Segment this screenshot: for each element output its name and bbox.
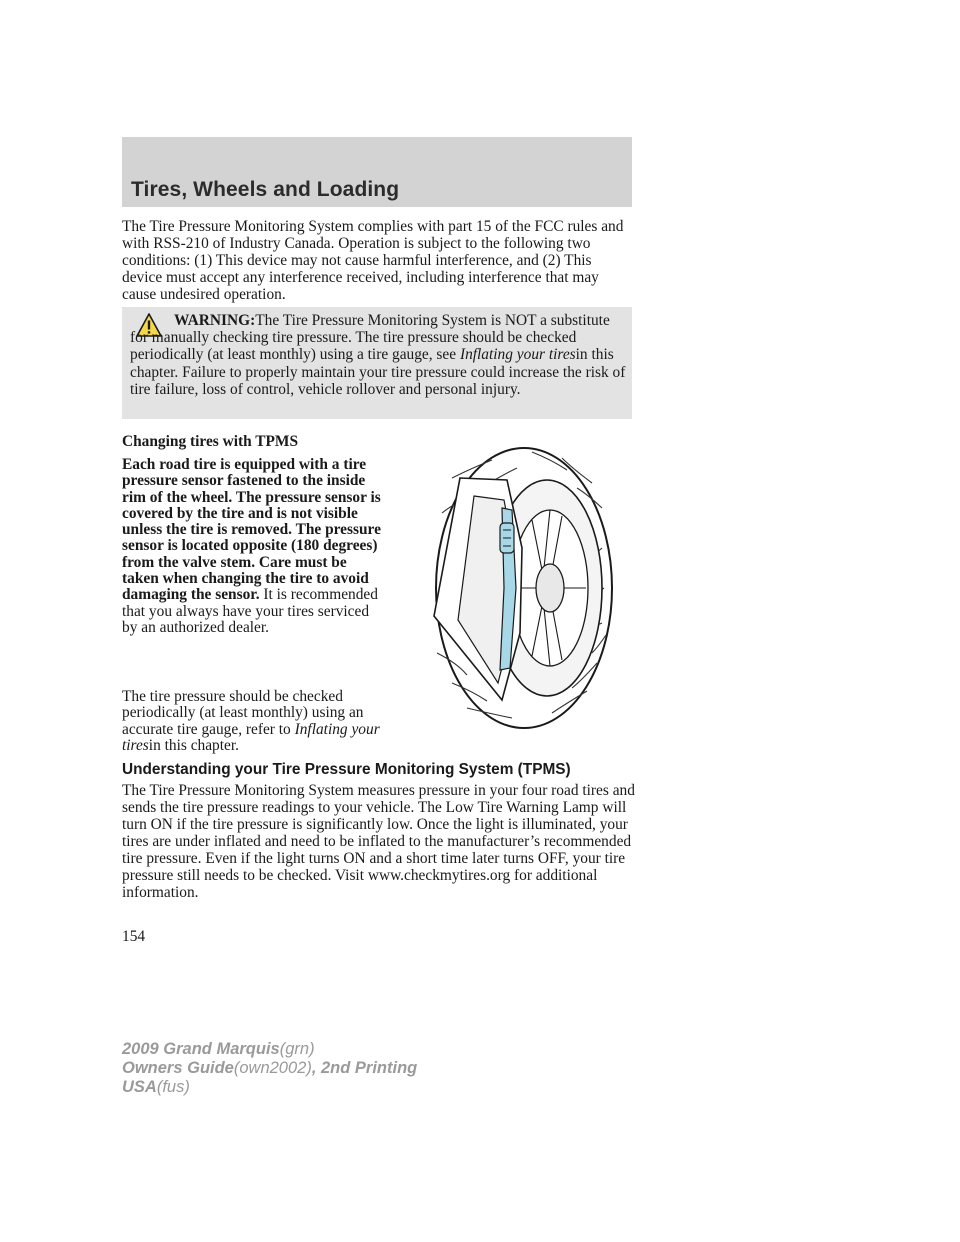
understanding-tpms-paragraph: The Tire Pressure Monitoring System measures pressure in your four road tires and sends the tire pressure readings to your vehicle. The Low Tire Warning Lamp will turn ON if the tire pressure is significantly low. Once the light is illuminated, your tires are under inflated and need to be inflated to the manufacturer’s recommended tire pressure. Even if the light turns ON and a short time later turns OFF, your tire pressure still needs to be checked. Visit www.checkmytires.org for additional information.: [122, 782, 635, 901]
sensor-paragraph: [122, 457, 384, 636]
fcc-compliance-paragraph: The Tire Pressure Monitoring System complies with part 15 of the FCC rules and with RSS-210 of Industry Canada. Operation is subject to the following two conditions: (1) This device may not cause harmful interference, and (2) This device must accept any interference received, including interference that may cause undesired operation.: [122, 218, 624, 303]
tire-sensor-illustration: [412, 438, 627, 738]
changing-tires-heading: Changing tires with TPMS: [122, 433, 299, 450]
footer-region: USA: [122, 1078, 157, 1096]
footer-guide: Owners Guide: [122, 1059, 234, 1077]
warning-text: [130, 312, 626, 398]
footer-model-code: (grn): [279, 1040, 315, 1058]
footer-line-1: [122, 1040, 417, 1059]
check-link-inflating[interactable]: Inflating your tires: [122, 720, 380, 754]
footer-region-code: (fus): [156, 1078, 190, 1096]
warning-box: [122, 307, 632, 419]
footer-line-3: [122, 1078, 417, 1097]
check-pressure-paragraph: [122, 689, 384, 754]
check-tail: in this chapter.: [148, 736, 239, 754]
section-title: Tires, Wheels and Loading: [131, 178, 400, 201]
sensor-normal-text: It is recommended that you always have your tires serviced by an authorized dealer.: [122, 586, 378, 636]
warning-label: WARNING:: [174, 312, 256, 329]
footer-printing: , 2nd Printing: [311, 1059, 418, 1077]
footer-guide-code: (own2002): [233, 1059, 312, 1077]
footer-model: 2009 Grand Marquis: [122, 1040, 280, 1058]
print-footer: [122, 1040, 417, 1097]
sensor-bold-text: Each road tire is equipped with a tire pressure sensor fastened to the inside rim of the wheel. The pressure sensor is covered by the tire and is not visible unless the tire is removed. The pressure sensor is located opposite (180 degrees) from the valve stem. Care must be taken when changing the tire to avoid damaging the sensor.: [122, 456, 381, 604]
warning-text-part2: in this chapter. Failure to properly maintain your tire pressure could increase the risk of tire failure, loss of control, vehicle rollover and personal injury.: [130, 346, 626, 398]
understanding-tpms-heading: Understanding your Tire Pressure Monitoring System (TPMS): [122, 761, 571, 778]
page-number: 154: [122, 928, 146, 945]
check-text: The tire pressure should be checked periodically (at least monthly) using an accurate tire gauge, refer to: [122, 688, 364, 738]
warning-link-inflating[interactable]: Inflating your tires: [459, 346, 576, 364]
footer-line-2: [122, 1059, 417, 1078]
warning-text-part1: The Tire Pressure Monitoring System is NOT a substitute for manually checking tire pressure. The tire pressure should be checked periodically (at least monthly) using a tire gauge, see: [130, 312, 610, 364]
